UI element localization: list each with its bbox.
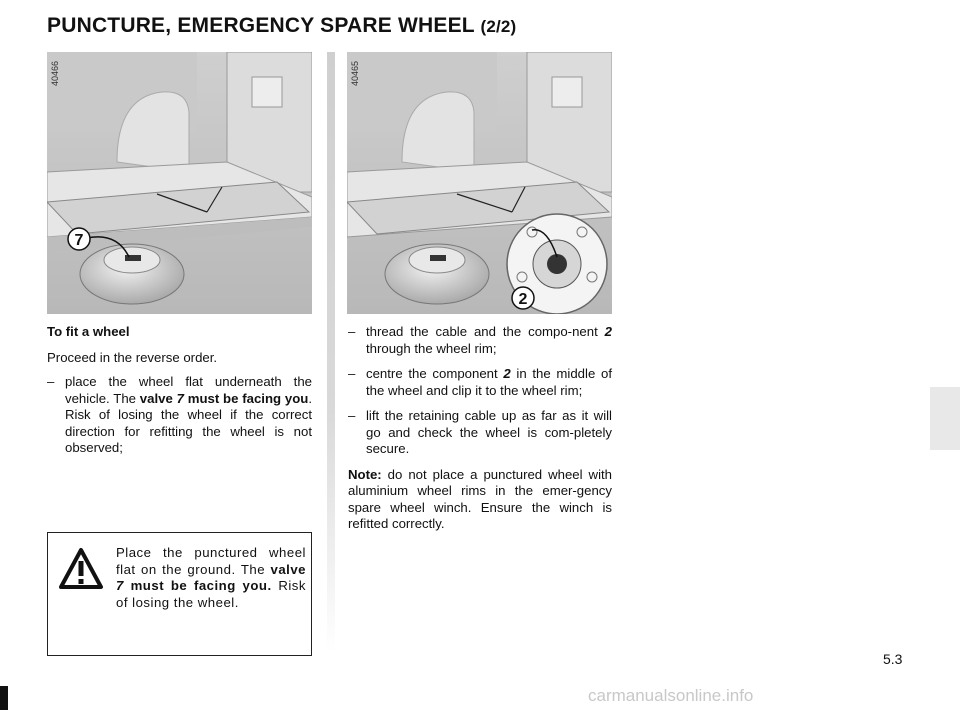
- callout-2-label: 2: [518, 291, 528, 308]
- list-dash: –: [348, 366, 356, 381]
- list-item: [47, 374, 312, 457]
- list-text: lift the retaining cable up as far as it will go and check the wheel is com-pletely secure.: [366, 408, 612, 456]
- figure-2-id: 40465: [350, 60, 360, 86]
- list-item: [348, 324, 612, 357]
- list-keyword: must be facing you: [183, 390, 309, 406]
- list-keyword-number: 7: [176, 390, 184, 406]
- note-paragraph: [348, 467, 612, 533]
- list-item: [348, 366, 612, 399]
- right-column: [348, 324, 612, 541]
- list-keyword: valve: [139, 390, 177, 406]
- list-keyword-number: 2: [503, 366, 511, 381]
- warning-keyword-number: 7: [116, 578, 124, 593]
- warning-text-body: [68, 545, 306, 611]
- left-column: [47, 324, 312, 466]
- warning-box: [47, 532, 312, 656]
- list-text: thread the cable and the compo-nent: [366, 324, 605, 339]
- intro-text: Proceed in the reverse order.: [47, 349, 218, 365]
- figure-2-drawing: [347, 52, 612, 314]
- illustration-wheel-rim-component: [347, 52, 612, 314]
- warning-keyword: valve: [270, 561, 306, 577]
- list-dash: –: [348, 324, 356, 339]
- illustration-spare-wheel-under-vehicle: [47, 52, 312, 314]
- note-label: Note:: [348, 466, 382, 482]
- warning-text: [68, 545, 306, 611]
- figure-1-drawing: [47, 52, 312, 314]
- list-keyword-number: 2: [604, 324, 612, 339]
- page-number: 5.3: [883, 651, 903, 667]
- note-text: do not place a punctured wheel with aluminium wheel rims in the emer-gency spare wheel winch. Ensure the winch is refitted correctly.: [348, 466, 612, 531]
- list-text: centre the component: [366, 366, 504, 381]
- page-title: [47, 14, 516, 38]
- figure-1-id: 40466: [50, 60, 60, 86]
- list-dash: –: [47, 374, 55, 389]
- list-text: place the wheel flat underneath the vehicle. The: [65, 374, 312, 406]
- watermark: carmanualsonline.info: [588, 686, 754, 705]
- warning-text-part: Risk of losing the wheel.: [116, 578, 306, 610]
- column-divider: [327, 52, 335, 652]
- list-text: . Risk of losing the wheel if the correct direction for refitting the wheel is not observed;: [65, 390, 312, 455]
- list-text: in the middle of the wheel and clip it to the wheel rim;: [366, 366, 612, 398]
- page-title-main: PUNCTURE, EMERGENCY SPARE WHEEL: [47, 14, 475, 37]
- list-text: through the wheel rim;: [366, 340, 497, 356]
- section-heading: To fit a wheel: [47, 324, 130, 339]
- corner-mark: [0, 686, 8, 710]
- list-dash: –: [348, 408, 356, 423]
- section-tab: [930, 387, 960, 450]
- warning-text-part: Place the punctured wheel flat on the ground. The: [116, 545, 306, 577]
- callout-7-label: 7: [74, 232, 84, 249]
- page-title-suffix: (2/2): [480, 17, 517, 36]
- list-item: [348, 408, 612, 458]
- warning-keyword: must be facing you.: [123, 578, 272, 593]
